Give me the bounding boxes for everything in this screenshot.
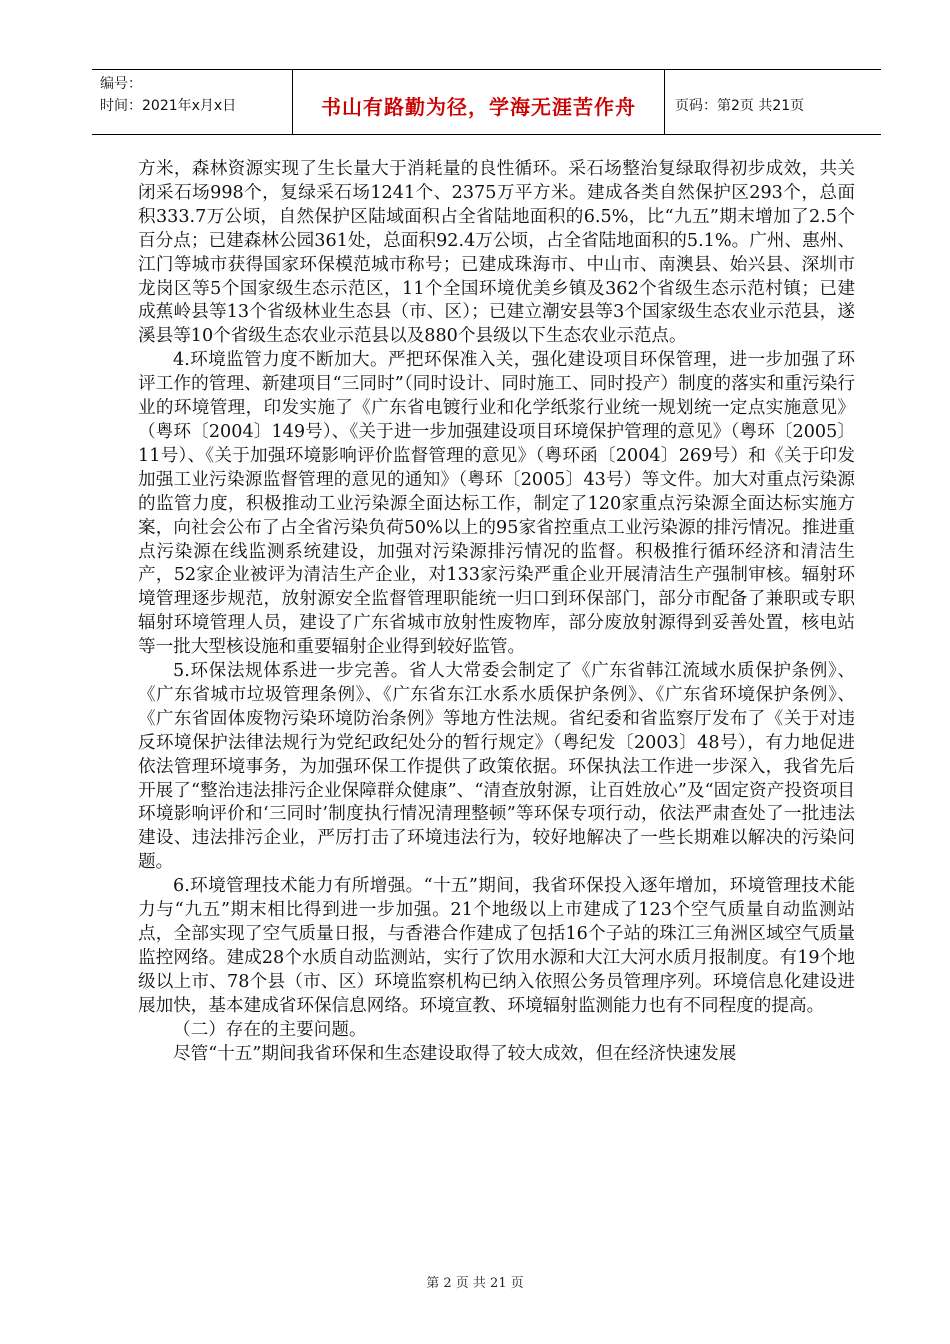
paragraph-problems-intro: 尽管“十五”期间我省环保和生态建设取得了较大成效，但在经济快速发展 [173, 1043, 737, 1064]
header-page-info: 页码：第2页 共21页 [675, 98, 805, 114]
header-meta [92, 70, 293, 134]
document-body [138, 158, 855, 1066]
section-heading-main-problems: （二）存在的主要问题。 [173, 1019, 367, 1040]
paragraph-regulation-system: 5.环保法规体系进一步完善。省人大常委会制定了《广东省韩江流域水质保护条例》、《广东省城市垃圾管理条例》、《广东省东江水系水质保护条例》、《广东省环境保护条例》、《广东省固体废物污染环境防治条例》等地方性法规。省纪委和省监察厅发布了《关于对违反环境保护法律法规行为党纪政纪处分的暂行规定》（粤纪发〔2003〕48号），有力地促进依法管理环境事务，为加强环保工作提供了政策依据。环保执法工作进一步深入，我省先后开展了“整治违法排污企业保障群众健康”、“清查放射源，让百姓放心”及“固定资产投资项目环境影响评价和‘三同时’制度执行情况清理整顿”等环保专项行动，依法严肃查处了一批违法建设、违法排污企业，严厉打击了环境违法行为，较好地解决了一些长期难以解决的污染问题。 [138, 661, 855, 873]
paragraph-forest-resources: 方米，森林资源实现了生长量大于消耗量的良性循环。采石场整治复绿取得初步成效，共关闭采石场998个，复绿采石场1241个、2375万平方米。建成各类自然保护区293个，总面积333.7万公顷，自然保护区陆域面积占全省陆地面积的6.5%，比“九五”期末增加了2.5个百分点；已建森林公园361处，总面积92.4万公顷，占全省陆地面积的5.1%。广州、惠州、江门等城市获得国家环保模范城市称号；已建成珠海市、中山市、南澳县、始兴县、深圳市龙岗区等5个国家级生态示范区，11个全国环境优美乡镇及362个省级生态示范村镇；已建成蕉岭县等13个省级林业生态县（市、区）；已建立潮安县等3个国家级生态农业示范县，遂溪县等10个省级生态农业示范县以及880个县级以下生态农业示范点。 [138, 159, 855, 347]
header-motto: 书山有路勤为径，学海无涯苦作舟 [293, 70, 665, 134]
page-header [92, 69, 881, 135]
paragraph-technical-capacity: 6.环境管理技术能力有所增强。“十五”期间，我省环保投入逐年增加，环境管理技术能力与“九五”期末相比得到进一步加强。21个地级以上市建成了123个空气质量自动监测站点，全部实现了空气质量日报，与香港合作建成了包括16个子站的珠江三角洲区域空气质量监控网络。建成28个水质自动监测站，实行了饮用水源和大江大河水质月报制度。有19个地级以上市、78个县（市、区）环境监察机构已纳入依照公务员管理序列。环境信息化建设进展加快，基本建成省环保信息网络。环境宣教、环境辐射监测能力也有不同程度的提高。 [138, 876, 855, 1016]
paragraph-environmental-supervision: 4.环境监管力度不断加大。严把环保准入关，强化建设项目环保管理，进一步加强了环评工作的管理、新建项目“三同时”（同时设计、同时施工、同时投产）制度的落实和重污染行业的环境管理，印发实施了《广东省电镀行业和化学纸浆行业统一规划统一定点实施意见》（粤环〔2004〕149号）、《关于进一步加强建设项目环境保护管理的意见》（粤环〔2005〕11号）、《关于加强环境影响评价监督管理的意见》（粤环函〔2004〕269号）和《关于印发加强工业污染源监督管理的意见的通知》（粤环〔2005〕43号）等文件。加大对重点污染源的监管力度，积极推动工业污染源全面达标工作，制定了120家重点污染源全面达标实施方案，向社会公布了占全省污染负荷50%以上的95家省控重点工业污染源的排污情况。推进重点污染源在线监测系统建设，加强对污染源排污情况的监督。积极推行循环经济和清洁生产，52家企业被评为清洁生产企业，对133家污染严重企业开展清洁生产强制审核。辐射环境管理逐步规范，放射源安全监督管理职能统一归口到环保部门，部分市配备了兼职或专职辐射环境管理人员，建设了广东省城市放射性废物库，部分废放射源得到妥善处置，核电站等一批大型核设施和重要辐射企业得到较好监管。 [138, 350, 855, 658]
page-footer: 第 2 页 共 21 页 [426, 1276, 524, 1291]
serial-number-label: 编号： [100, 76, 142, 92]
date-label: 时间：2021年x月x日 [100, 98, 237, 114]
